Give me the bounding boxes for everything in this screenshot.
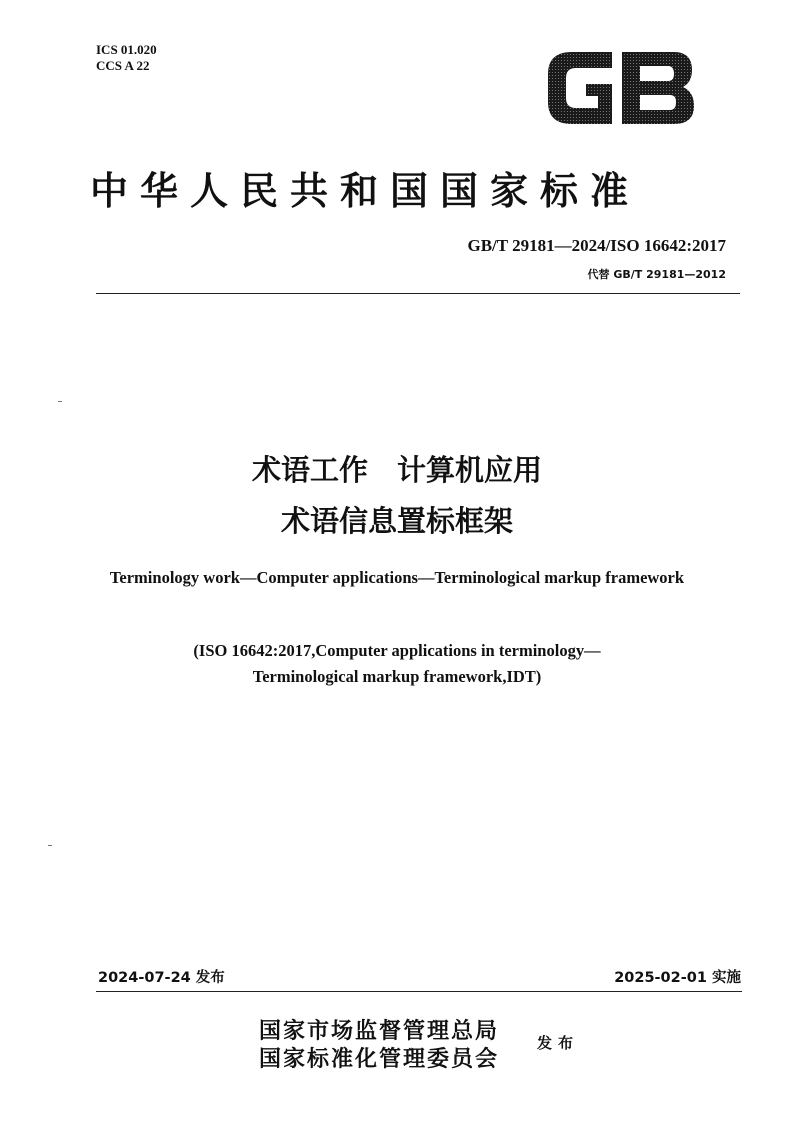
issuer-line-2: 国家标准化管理委员会 bbox=[259, 1046, 500, 1072]
classification-codes bbox=[96, 42, 157, 74]
ics-code: ICS 01.020 bbox=[96, 42, 157, 57]
gb-logo-letters bbox=[548, 52, 694, 124]
gb-logo-icon bbox=[542, 44, 698, 132]
scan-speck bbox=[48, 845, 52, 846]
national-standard-title: 中华人民共和国国家标准 bbox=[90, 168, 641, 213]
header-divider bbox=[96, 293, 740, 294]
iso-reference-line-2: Terminological markup framework,IDT) bbox=[252, 667, 542, 686]
chinese-title-line-1: 术语工作 计算机应用 bbox=[251, 453, 542, 487]
issuer-line-1: 国家市场监督管理总局 bbox=[259, 1018, 500, 1044]
implementation-date: 2025-02-01 实施 bbox=[614, 970, 741, 986]
publish-date: 2024-07-24 发布 bbox=[98, 970, 225, 986]
scan-speck bbox=[58, 401, 62, 402]
replaces-note: 代替 GB/T 29181—2012 bbox=[587, 268, 726, 281]
footer-divider bbox=[96, 991, 742, 992]
issue-label: 发布 bbox=[537, 1034, 580, 1052]
english-title: Terminology work—Computer applications—Terminological markup framework bbox=[109, 568, 685, 587]
iso-reference-line-1: (ISO 16642:2017,Computer applications in terminology— bbox=[193, 641, 601, 660]
ccs-code: CCS A 22 bbox=[96, 58, 150, 73]
standard-number: GB/T 29181—2024/ISO 16642:2017 bbox=[467, 236, 726, 255]
chinese-title-line-2: 术语信息置标框架 bbox=[280, 504, 513, 538]
